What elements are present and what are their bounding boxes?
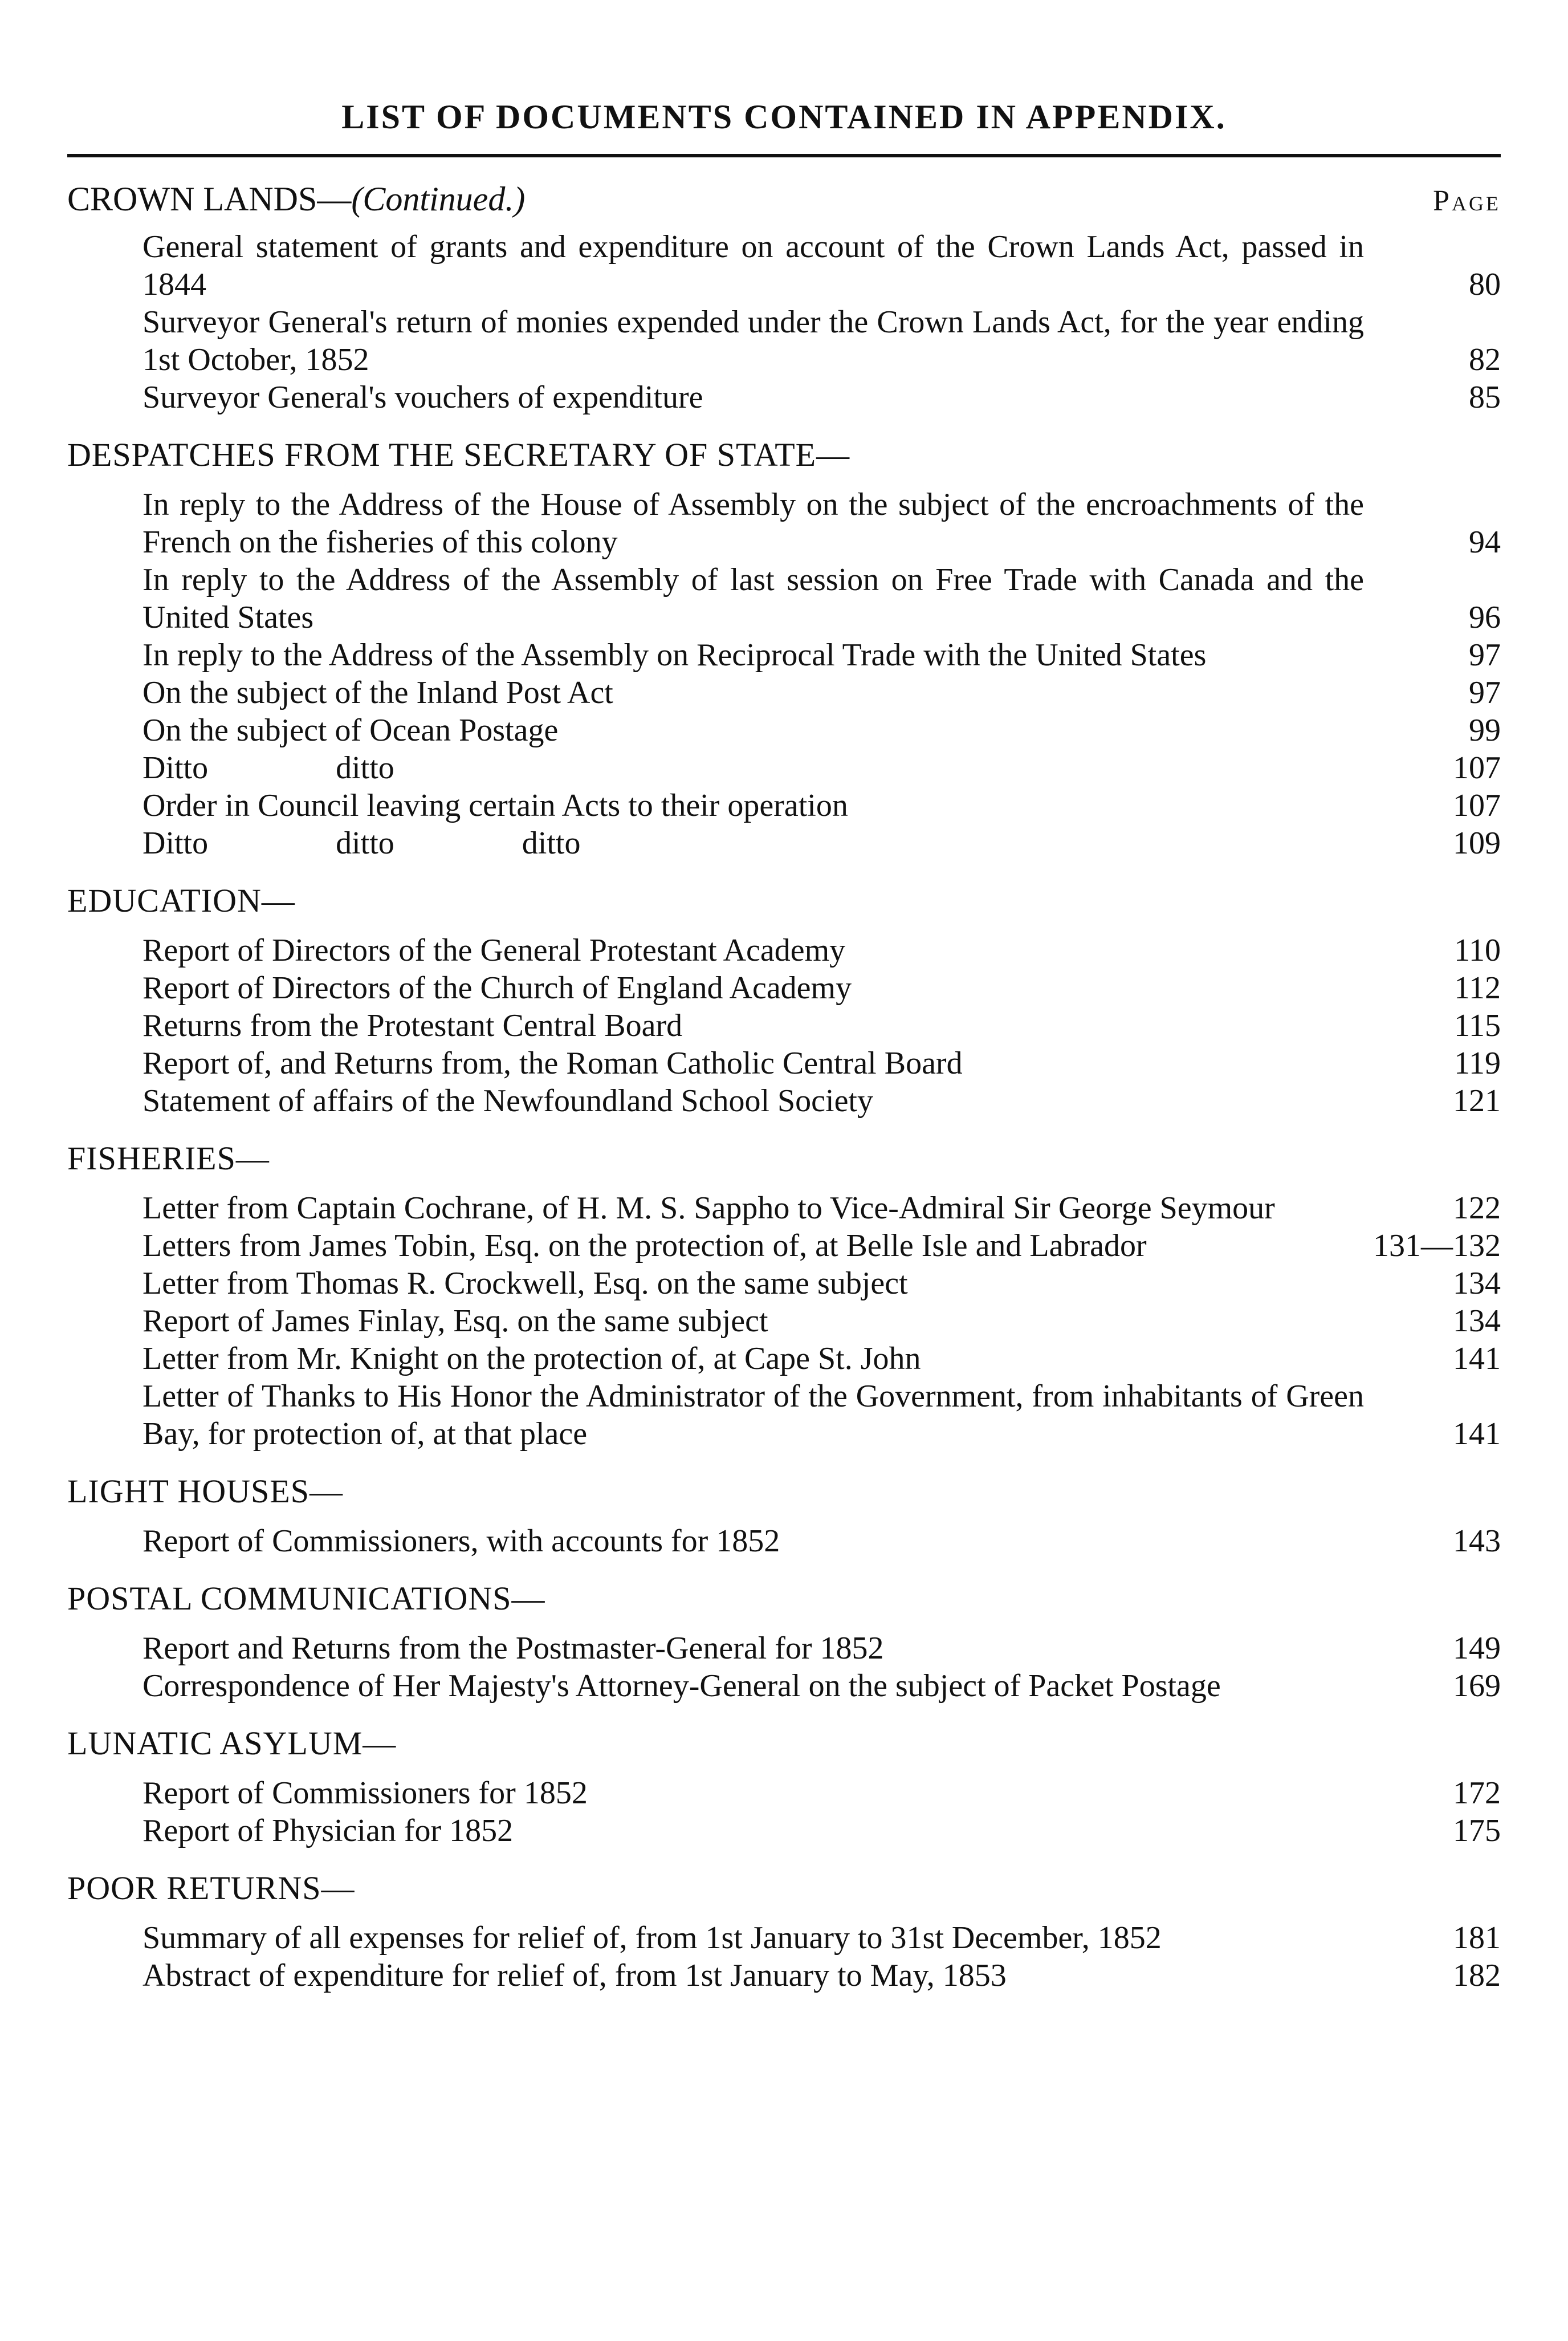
page-column-label: Page	[1433, 185, 1501, 217]
entry-page-number: 119	[1454, 1046, 1501, 1081]
contents-list	[67, 178, 1501, 1994]
entry-page-number: 134	[1453, 1303, 1501, 1339]
document-page	[67, 86, 1501, 2010]
list-item	[142, 1629, 1501, 1667]
section	[67, 878, 1501, 1120]
section	[67, 178, 1501, 416]
entry-text: Statement of affairs of the Newfoundland School Society	[142, 1083, 873, 1119]
entry-list	[67, 924, 1501, 1120]
entry-list	[67, 1621, 1501, 1705]
list-item	[142, 486, 1501, 561]
entry-text: Report of Directors of the General Protestant Academy	[142, 933, 846, 968]
list-item	[142, 674, 1501, 712]
entry-page-number: 121	[1453, 1083, 1501, 1119]
entry-page-number: 80	[1469, 267, 1501, 302]
title-rule	[67, 154, 1501, 157]
list-item	[142, 1957, 1501, 1994]
list-item	[142, 1007, 1501, 1044]
entry-list	[67, 1514, 1501, 1560]
entry-list	[67, 1911, 1501, 1994]
list-item	[142, 1302, 1501, 1340]
entry-page-number: 115	[1454, 1008, 1501, 1043]
entry-page-number: 107	[1453, 788, 1501, 823]
entry-text: Correspondence of Her Majesty's Attorney-General on the subject of Packet Postage	[142, 1668, 1221, 1704]
list-item	[142, 1522, 1501, 1560]
entry-text: On the subject of Ocean Postage	[142, 713, 559, 748]
section	[67, 1469, 1501, 1560]
list-item	[142, 561, 1501, 636]
section-title-text: CROWN LANDS—	[67, 180, 352, 218]
entry-list	[67, 220, 1501, 416]
entry-page-number: 85	[1469, 380, 1501, 415]
list-item	[142, 969, 1501, 1007]
entry-page-number: 172	[1453, 1775, 1501, 1811]
section-title: POSTAL COMMUNICATIONS—	[67, 1580, 545, 1617]
entry-text: Letter from Captain Cochrane, of H. M. S. Sappho to Vice-Admiral Sir George Seymour	[142, 1190, 1275, 1226]
entry-page-number: 82	[1469, 342, 1501, 377]
section-title: EDUCATION—	[67, 882, 295, 919]
section-header-row	[67, 178, 1501, 220]
entry-text: Report of Commissioners for 1852	[142, 1775, 588, 1811]
entry-page-number: 122	[1453, 1190, 1501, 1226]
entry-text: Surveyor General's return of monies expended under the Crown Lands Act, for the year ending 1st October, 1852	[142, 304, 1372, 377]
entry-page-number: 181	[1453, 1920, 1501, 1956]
section	[67, 1866, 1501, 1994]
entry-text: Order in Council leaving certain Acts to their operation	[142, 788, 848, 823]
list-item	[142, 932, 1501, 969]
entry-text: In reply to the Address of the Assembly of last session on Free Trade with Canada and the United States	[142, 562, 1372, 635]
list-item	[142, 1919, 1501, 1957]
list-item	[142, 303, 1501, 379]
list-item	[142, 1227, 1501, 1265]
section	[67, 432, 1501, 862]
entry-page-number: 109	[1453, 826, 1501, 861]
entry-text: Letters from James Tobin, Esq. on the protection of, at Belle Isle and Labrador	[142, 1228, 1147, 1263]
entry-page-number: 96	[1469, 600, 1501, 635]
entry-text: Report of, and Returns from, the Roman Catholic Central Board	[142, 1046, 963, 1081]
section	[67, 1576, 1501, 1705]
entry-page-number: 149	[1453, 1631, 1501, 1666]
list-item	[142, 1189, 1501, 1227]
entry-page-number: 112	[1454, 970, 1501, 1006]
list-item	[142, 228, 1501, 303]
list-item	[142, 787, 1501, 824]
entry-page-number: 182	[1453, 1958, 1501, 1993]
entry-text: In reply to the Address of the Assembly on Reciprocal Trade with the United States	[142, 637, 1207, 673]
list-item	[142, 749, 1501, 787]
section-title: DESPATCHES FROM THE SECRETARY OF STATE—	[67, 436, 850, 473]
list-item	[142, 379, 1501, 416]
entry-text: On the subject of the Inland Post Act	[142, 675, 613, 710]
entry-text: Report and Returns from the Postmaster-General for 1852	[142, 1631, 884, 1666]
entry-text: Ditto ditto ditto	[142, 826, 581, 861]
section-title: LIGHT HOUSES—	[67, 1473, 343, 1510]
entry-page-number: 141	[1453, 1341, 1501, 1376]
list-item	[142, 1044, 1501, 1082]
entry-list	[67, 478, 1501, 862]
section	[67, 1721, 1501, 1850]
list-item	[142, 1667, 1501, 1705]
list-item	[142, 636, 1501, 674]
entry-text: Abstract of expenditure for relief of, from 1st January to May, 1853	[142, 1958, 1007, 1993]
entry-list	[67, 1766, 1501, 1850]
list-item	[142, 1774, 1501, 1812]
entry-text: Letter of Thanks to His Honor the Administrator of the Government, from inhabitants of Green Bay, for protection of, at that place	[142, 1379, 1372, 1452]
entry-page-number: 143	[1453, 1523, 1501, 1559]
list-item	[142, 1812, 1501, 1850]
entry-list	[67, 1181, 1501, 1453]
entry-page-number: 131—132	[1373, 1228, 1501, 1263]
entry-page-number: 107	[1453, 750, 1501, 786]
entry-page-number: 169	[1453, 1668, 1501, 1704]
entry-text: Surveyor General's vouchers of expenditure	[142, 380, 703, 415]
entry-page-number: 141	[1453, 1416, 1501, 1452]
list-item	[142, 1265, 1501, 1302]
entry-text: Report of Commissioners, with accounts for 1852	[142, 1523, 780, 1559]
entry-page-number: 97	[1469, 675, 1501, 710]
entry-page-number: 175	[1453, 1813, 1501, 1848]
section-title: LUNATIC ASYLUM—	[67, 1725, 397, 1762]
list-item	[142, 1340, 1501, 1377]
section-title: POOR RETURNS—	[67, 1869, 355, 1907]
list-item	[142, 1082, 1501, 1120]
entry-text: Report of Physician for 1852	[142, 1813, 514, 1848]
entry-text: Summary of all expenses for relief of, from 1st January to 31st December, 1852	[142, 1920, 1162, 1956]
entry-text: Letter from Mr. Knight on the protection of, at Cape St. John	[142, 1341, 921, 1376]
entry-page-number: 94	[1469, 525, 1501, 560]
entry-text: Report of Directors of the Church of England Academy	[142, 970, 852, 1006]
entry-page-number: 110	[1454, 933, 1501, 968]
entry-text: Report of James Finlay, Esq. on the same subject	[142, 1303, 768, 1339]
entry-text: Returns from the Protestant Central Board	[142, 1008, 683, 1043]
list-item	[142, 712, 1501, 749]
section-title: FISHERIES—	[67, 1140, 270, 1177]
entry-text: Ditto ditto	[142, 750, 394, 786]
list-item	[142, 1377, 1501, 1453]
entry-text: General statement of grants and expenditure on account of the Crown Lands Act, passed in 1844	[142, 229, 1372, 302]
page-title: LIST OF DOCUMENTS CONTAINED IN APPENDIX.	[341, 98, 1227, 136]
entry-text: In reply to the Address of the House of Assembly on the subject of the encroachments of the French on the fisheries of this colony	[142, 487, 1372, 560]
section-title-suffix: (Continued.)	[351, 180, 526, 218]
list-item	[142, 824, 1501, 862]
entry-text: Letter from Thomas R. Crockwell, Esq. on the same subject	[142, 1266, 908, 1301]
entry-page-number: 97	[1469, 637, 1501, 673]
section	[67, 1136, 1501, 1453]
entry-page-number: 99	[1469, 713, 1501, 748]
section-title	[67, 178, 525, 220]
entry-page-number: 134	[1453, 1266, 1501, 1301]
